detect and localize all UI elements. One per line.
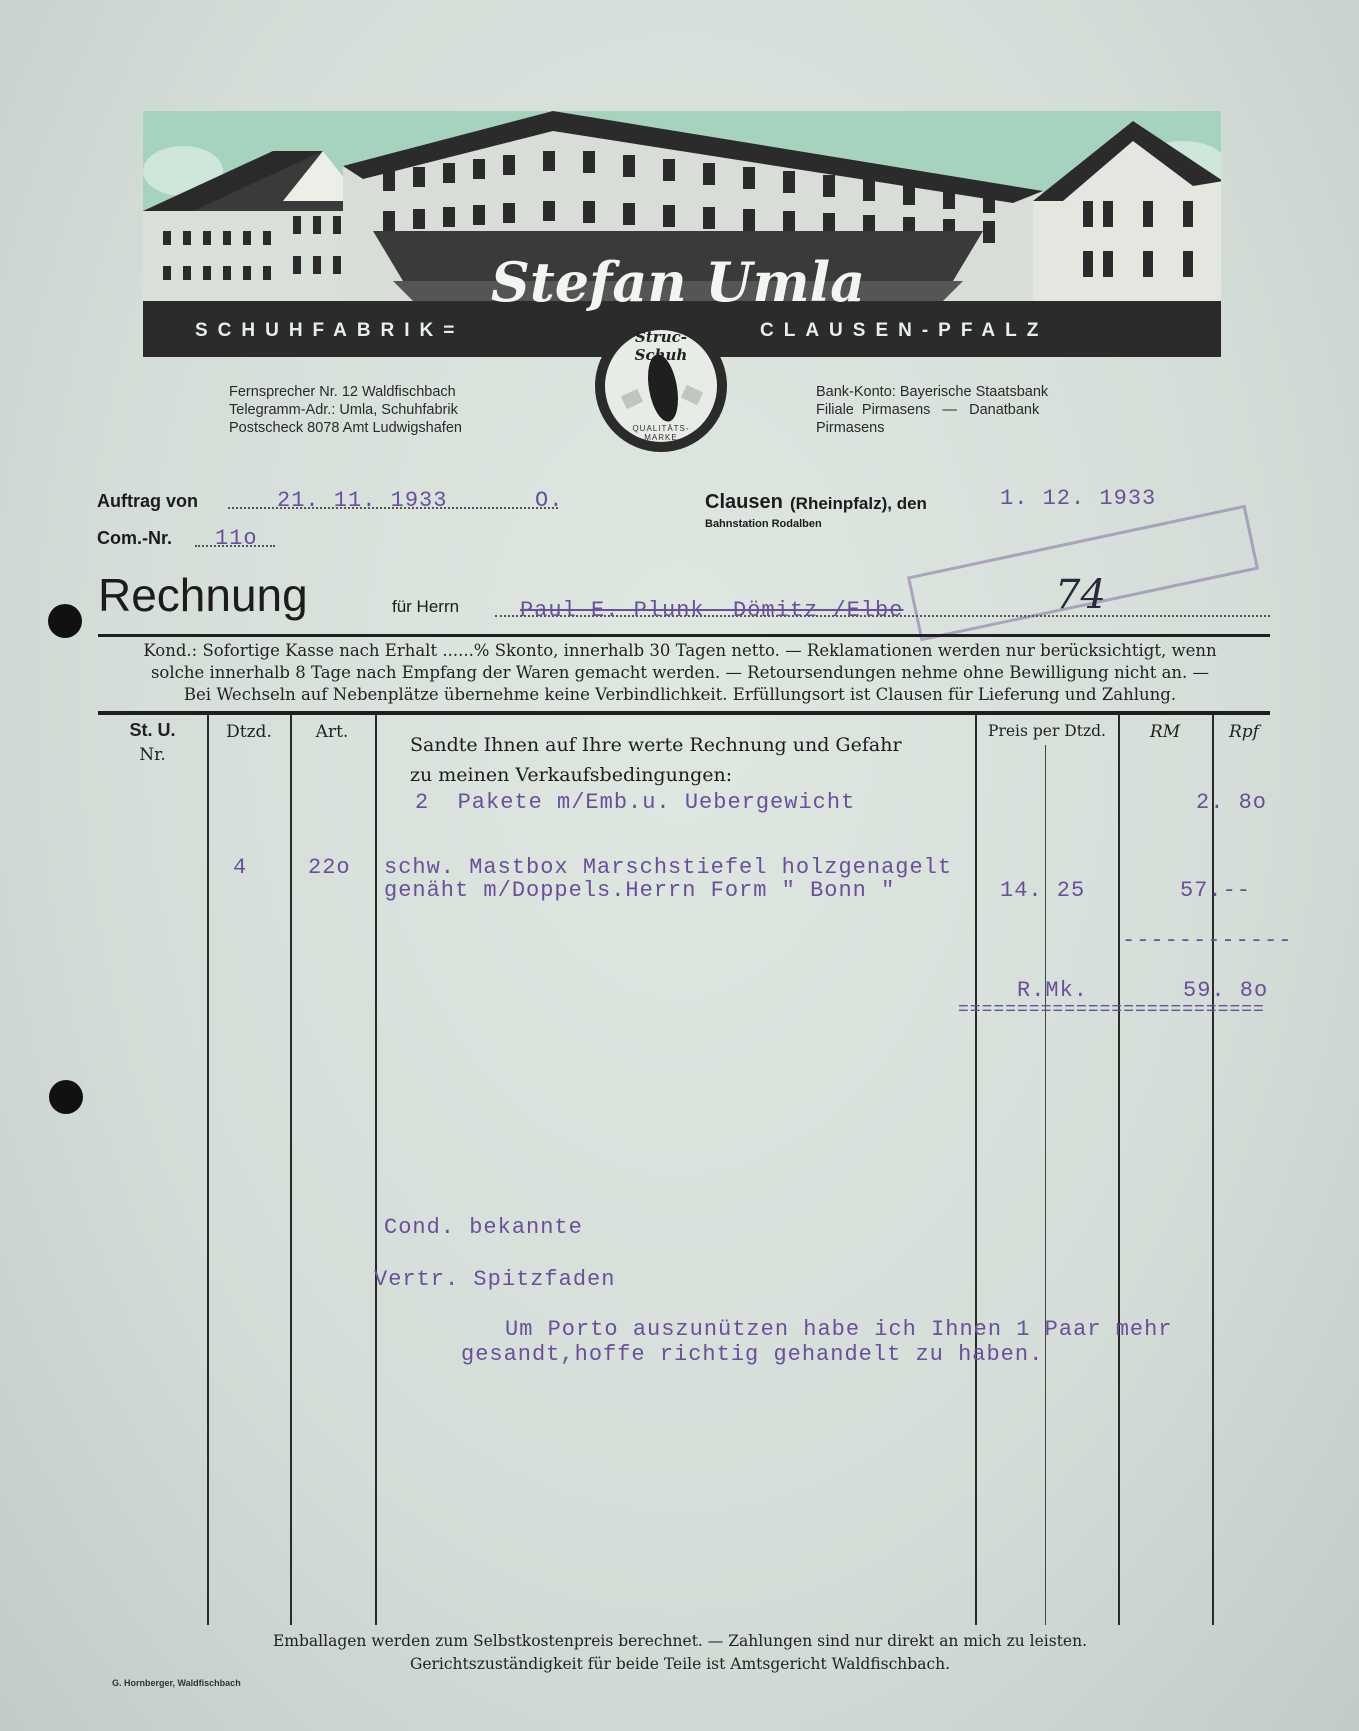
subtotal-separator: ------------ xyxy=(1122,928,1293,953)
punch-hole-top xyxy=(48,604,82,638)
auftrag-date: 21. 11. 1933 xyxy=(277,488,448,513)
note-cond: Cond. bekannte xyxy=(384,1215,583,1240)
invoice-title: Rechnung xyxy=(98,569,308,621)
conditions-block xyxy=(110,640,1250,706)
footer-block xyxy=(160,1630,1200,1676)
note-vertr: Vertr. Spitzfaden xyxy=(374,1267,616,1292)
company-name: Stefan Umla xyxy=(490,250,866,314)
punch-hole-bottom xyxy=(49,1080,83,1114)
total-label: R.Mk. xyxy=(1017,978,1089,1003)
col-line xyxy=(375,715,377,1625)
contact-line: Telegramm-Adr.: Umla, Schuhfabrik xyxy=(229,402,458,418)
condition-line: solche innerhalb 8 Tage nach Empfang der Waren gemacht werden. — Retoursendungen nehme ohne Bewilligung nicht an. — xyxy=(150,663,1210,682)
condition-line: Bei Wechseln auf Nebenplätze übernehme keine Verbindlichkeit. Erfüllungsort ist Clausen für Lieferung und Zahlung. xyxy=(183,685,1177,704)
slogan-right: CLAUSEN-PFALZ xyxy=(760,320,1049,341)
com-label: Com.-Nr. xyxy=(97,528,173,548)
col-line xyxy=(1212,715,1214,1625)
invoice-date: 1. 12. 1933 xyxy=(1000,486,1157,511)
row2-dtzd: 4 xyxy=(233,855,248,880)
header-dtzd: Dtzd. xyxy=(226,722,272,742)
for-label: für Herrn xyxy=(392,597,460,616)
header-st: St. U. xyxy=(129,720,176,740)
contact-line: Postscheck 8078 Amt Ludwigshafen xyxy=(229,420,462,436)
contact-line: Fernsprecher Nr. 12 Waldfischbach xyxy=(229,384,456,400)
contact-block xyxy=(229,383,569,437)
bank-line: Bank-Konto: Bayerische Staatsbank xyxy=(816,384,1049,400)
col-line xyxy=(975,715,977,1625)
total-double-rule: ========================== xyxy=(958,1000,1265,1020)
bank-block xyxy=(816,383,1156,437)
station-label: Bahnstation Rodalben xyxy=(705,518,822,530)
row2-price: 14. 25 xyxy=(1000,878,1086,903)
col-line xyxy=(290,715,292,1625)
header-art: Art. xyxy=(315,722,349,742)
footer-line: Gerichtszuständigkeit für beide Teile ist Amtsgericht Waldfischbach. xyxy=(409,1655,951,1673)
col-line xyxy=(1045,745,1046,1625)
note-porto: Um Porto auszunützen habe ich Ihnen 1 Paar mehr xyxy=(505,1317,1173,1342)
row2-description: schw. Mastbox Marschstiefel holzgenagelt xyxy=(384,855,953,880)
printer-imprint: G. Hornberger, Waldfischbach xyxy=(112,1678,241,1688)
header-rm: RM xyxy=(1149,722,1181,742)
emblem-text: Struc-Schuh xyxy=(634,328,688,364)
auftrag-label: Auftrag von xyxy=(97,491,198,511)
col-line xyxy=(207,715,209,1625)
slogan-left: SCHUHFABRIK= xyxy=(195,320,465,341)
com-number: 11o xyxy=(215,526,258,551)
place-region: (Rheinpfalz), den xyxy=(790,494,927,513)
auftrag-suffix: O. xyxy=(535,488,564,513)
condition-line: Kond.: Sofortige Kasse nach Erhalt ......% Skonto, innerhalb 30 Tagen netto. — Reklamationen werden nur berücksichtigt, wenn xyxy=(143,641,1217,660)
brand-emblem xyxy=(593,318,729,454)
place-label: Clausen xyxy=(705,491,783,513)
rule-table-top xyxy=(98,711,1270,715)
row2-description: genäht m/Doppels.Herrn Form " Bonn " xyxy=(384,878,896,903)
row1-description: 2 Pakete m/Emb.u. Uebergewicht xyxy=(415,790,856,815)
total-value: 59. 8o xyxy=(1183,978,1269,1003)
row2-amount: 57.-- xyxy=(1180,878,1252,903)
handwritten-number: 74 xyxy=(1055,572,1106,618)
emblem-subtext: QUALITÄTS-MARKE xyxy=(632,424,690,442)
intro-line: zu meinen Verkaufsbedingungen: xyxy=(410,764,733,786)
bank-line: Pirmasens xyxy=(816,420,885,436)
rule-top xyxy=(98,634,1270,637)
col-line xyxy=(1118,715,1120,1625)
bank-line: Filiale Pirmasens — Danatbank xyxy=(816,402,1040,418)
row2-art: 22o xyxy=(308,855,351,880)
header-rpf: Rpf xyxy=(1229,722,1259,742)
customer-name: Paul E. Plunk Dömitz /Elbe xyxy=(520,598,904,623)
header-preis: Preis per Dtzd. xyxy=(988,722,1106,740)
intro-line: Sandte Ihnen auf Ihre werte Rechnung und Gefahr xyxy=(410,734,902,756)
header-nr: Nr. xyxy=(139,745,166,765)
footer-line: Emballagen werden zum Selbstkostenpreis berechnet. — Zahlungen sind nur direkt an mich zu leisten. xyxy=(272,1632,1088,1650)
row1-amount: 2. 8o xyxy=(1196,790,1268,815)
note-porto: gesandt,hoffe richtig gehandelt zu haben. xyxy=(461,1342,1044,1367)
